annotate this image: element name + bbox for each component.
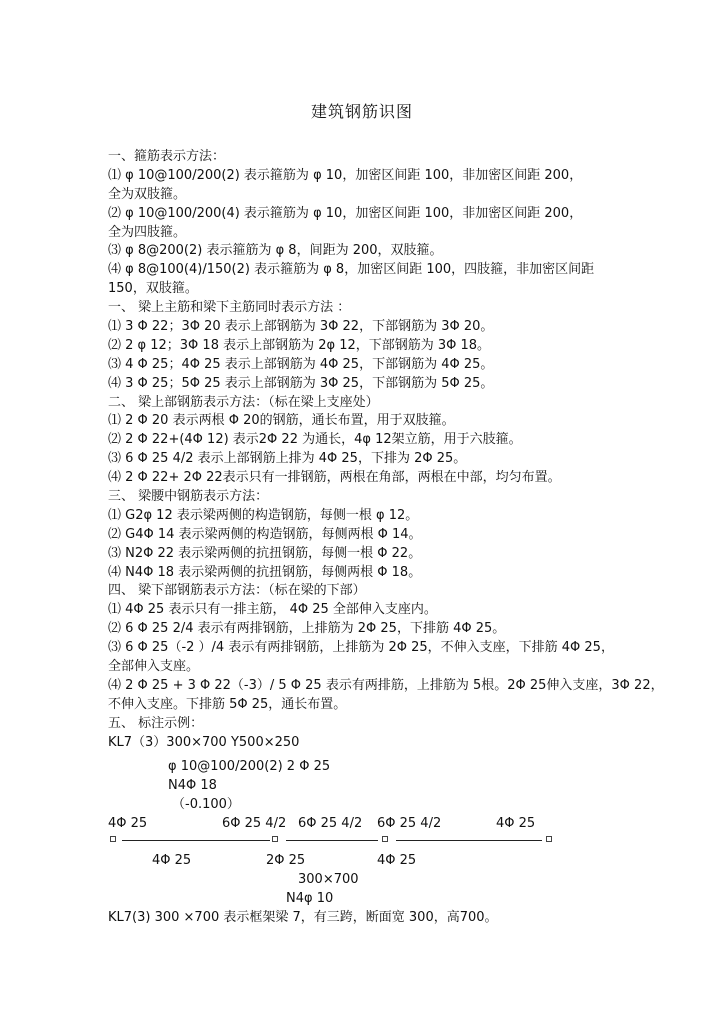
example-torsion-label: N4Φ 18 [168,778,217,793]
section-heading: 四、 梁下部钢筋表示方法：（标在梁的下部） [108,583,366,599]
support-node [272,836,278,842]
text-line: ⑴ 4Φ 25 表示只有一排主筋， 4Φ 25 全部伸入支座内。 [108,602,437,618]
bottom-rebar-label: 4Φ 25 [152,853,192,868]
section-heading: 三、 梁腰中钢筋表示方法： [108,489,269,505]
text-line: ⑶ 6 Φ 25 4/2 表示上部钢筋上排为 4Φ 25，下排为 2Φ 25。 [108,451,467,467]
example-stirrup-label: φ 10@100/200(2) 2 Φ 25 [168,759,331,774]
top-rebar-label: 4Φ 25 [496,816,536,831]
text-line: ⑵ φ 10@100/200(4) 表示箍筋为 φ 10，加密区间距 100，非加密区间距 200， [108,205,583,221]
text-line: 全部伸入支座。 [108,659,200,675]
section-heading: 五、 标注示例： [108,715,204,731]
text-line: 不伸入支座。下排筋 5Φ 25，通长布置。 [108,696,347,712]
text-line: ⑶ 6 Φ 25（-2 ）/4 表示有两排钢筋，上排筋为 2Φ 25，不伸入支座，下排筋 4Φ 25， [108,640,614,656]
beam-span-line [286,840,378,841]
section-heading: 二、 梁上部钢筋表示方法：（标在梁上支座处） [108,394,379,410]
top-rebar-label: 4Φ 25 [108,816,148,831]
text-line: ⑷ N4Φ 18 表示梁两侧的抗扭钢筋，每侧两根 Φ 18。 [108,564,422,580]
support-node [110,836,116,842]
text-line: KL7（3）300×700 Y500×250 [108,734,300,750]
text-line: ⑶ 4 Φ 25；4Φ 25 表示上部钢筋为 4Φ 25，下部钢筋为 4Φ 25。 [108,356,494,372]
support-node [546,836,552,842]
bottom-rebar-label: 4Φ 25 [377,853,417,868]
text-line: ⑴ φ 10@100/200(2) 表示箍筋为 φ 10，加密区间距 100，非加密区间距 200， [108,167,583,183]
text-line: ⑵ 2 φ 12；3Φ 18 表示上部钢筋为 2φ 12，下部钢筋为 3Φ 18。 [108,337,491,353]
example-explanation: KL7(3) 300 ×700 表示框架梁 7，有三跨，断面宽 300，高700。 [108,910,498,925]
beam-span-line [122,840,270,841]
text-line: ⑵ 6 Φ 25 2/4 表示有两排钢筋，上排筋为 2Φ 25，下排筋 4Φ 25。 [108,621,506,637]
text-line: ⑵ 2 Φ 22+(4Φ 12) 表示2Φ 22 为通长，4φ 12架立筋，用于六肢箍。 [108,432,522,448]
text-line: ⑴ 2 Φ 20 表示两根 Φ 20的钢筋，通长布置，用于双肢箍。 [108,413,455,429]
bottom-rebar-label: 2Φ 25 [266,853,306,868]
text-line: ⑵ G4Φ 14 表示梁两侧的构造钢筋，每侧两根 Φ 14。 [108,526,422,542]
section-heading: 一、 梁上主筋和梁下主筋同时表示方法 ： [108,300,351,316]
text-line: 150，双肢箍。 [108,281,198,297]
text-line: ⑴ G2φ 12 表示梁两侧的构造钢筋，每侧一根 φ 12。 [108,507,419,523]
text-line: ⑷ 2 Φ 25 + 3 Φ 22（-3）/ 5 Φ 25 表示有两排筋，上排筋为 5根。2Φ 25伸入支座，3Φ 22， [108,677,664,693]
text-line: ⑴ 3 Φ 22；3Φ 20 表示上部钢筋为 3Φ 22，下部钢筋为 3Φ 20。 [108,319,494,335]
text-line: 全为四肢箍。 [108,224,187,240]
text-line: ⑶ N2Φ 22 表示梁两侧的抗扭钢筋，每侧一根 Φ 22。 [108,545,422,561]
beam-span-line [396,840,542,841]
top-rebar-label: 6Φ 25 4/2 [298,816,363,831]
text-line: ⑶ φ 8@200(2) 表示箍筋为 φ 8，间距为 200，双肢箍。 [108,243,443,259]
page-title: 建筑钢筋识图 [310,102,413,121]
example-elevation-label: （-0.100） [172,797,240,812]
top-rebar-label: 6Φ 25 4/2 [377,816,442,831]
text-line: 一、箍筋表示方法： [108,149,226,164]
mid-stirrup-label: N4φ 10 [286,891,334,906]
text-line: ⑷ 3 Φ 25；5Φ 25 表示上部钢筋为 3Φ 25，下部钢筋为 5Φ 25。 [108,375,494,391]
text-line: 全为双肢箍。 [108,186,187,202]
text-line: ⑷ φ 8@100(4)/150(2) 表示箍筋为 φ 8，加密区间距 100，四肢箍，非加密区间距 [108,262,595,278]
support-node [382,836,388,842]
section-size-label: 300×700 [298,872,359,887]
top-rebar-label: 6Φ 25 4/2 [222,816,287,831]
text-line: ⑷ 2 Φ 22+ 2Φ 22表示只有一排钢筋，两根在角部，两根在中部，均匀布置。 [108,470,561,486]
body-text [108,148,664,753]
